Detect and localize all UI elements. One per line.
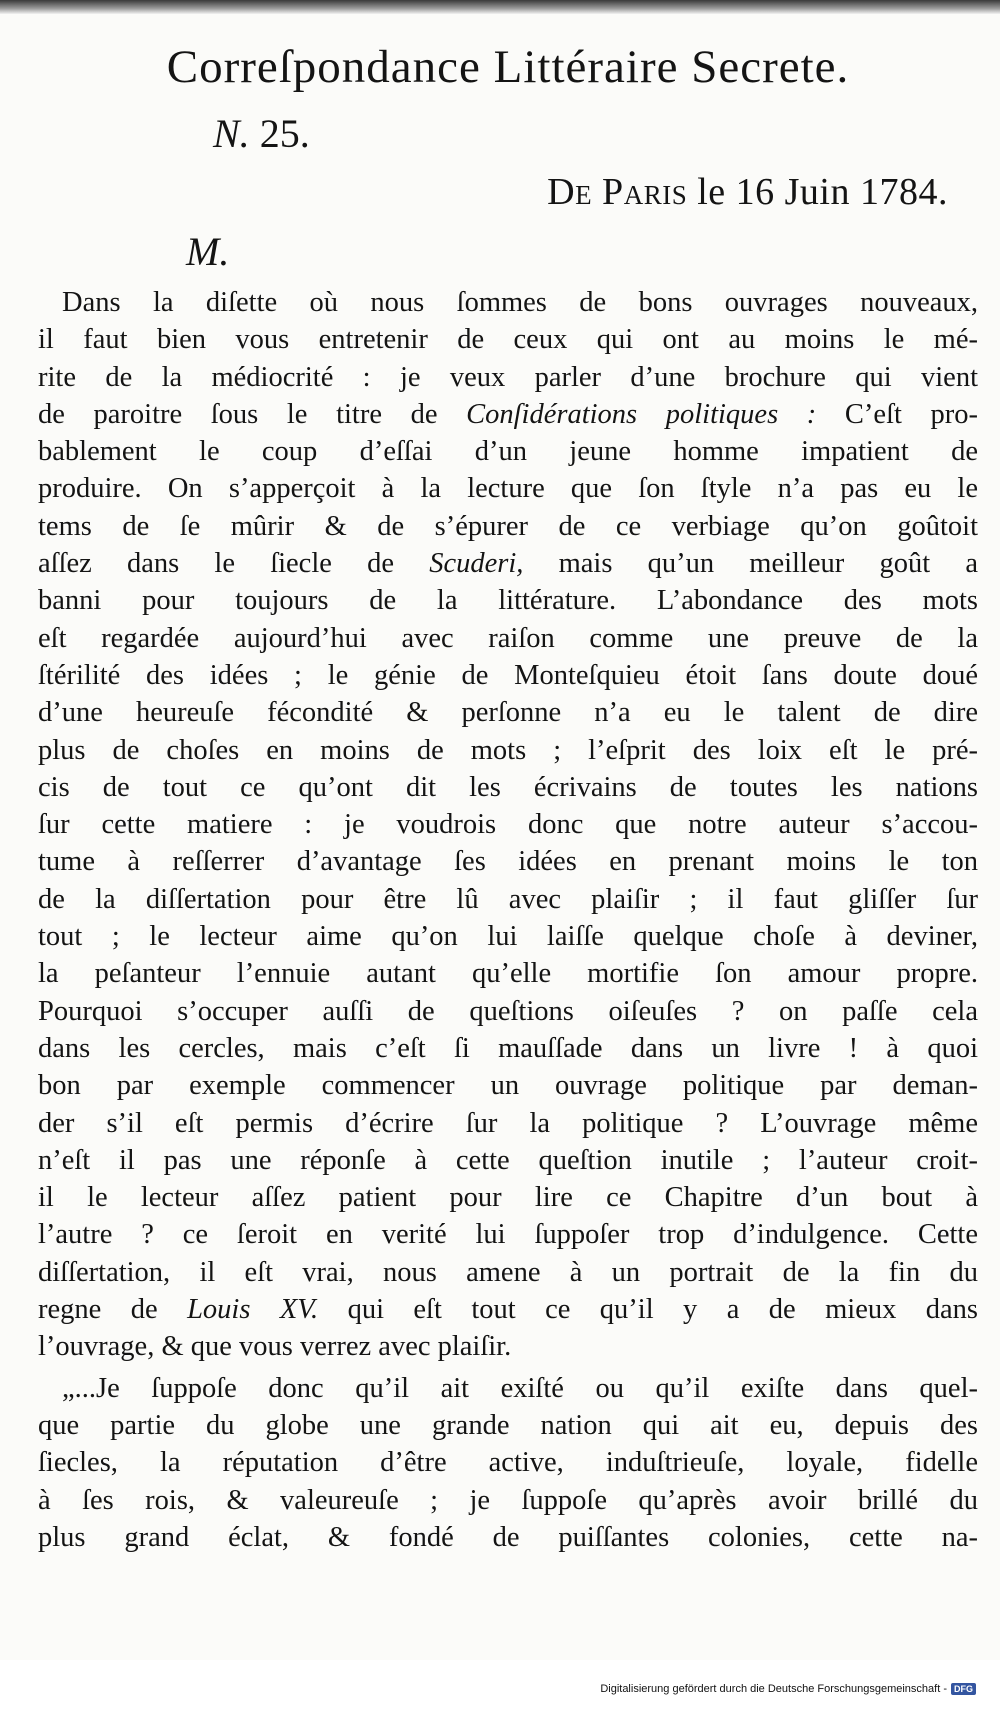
text-line — [38, 396, 978, 433]
credit-text: Digitalisierung gefördert durch die Deutsche Forschungsgemeinschaft - — [600, 1683, 947, 1695]
text-line: de la diſſertation pour être lû avec plaiſir ; il faut gliſſer ſur — [38, 883, 978, 915]
text-line: Pourquoi s’occuper auſſi de queſtions oiſeuſes ? on paſſe cela — [38, 995, 978, 1027]
text-line: tems de ſe mûrir & de s’épurer de ce verbiage qu’on goûtoit — [38, 510, 978, 542]
text-line: plus grand éclat, & fondé de puiſſantes colonies, cette na- — [38, 1521, 978, 1553]
text-line: d’une heureuſe fécondité & perſonne n’a eu le talent de dire — [38, 697, 978, 729]
text-line: tout ; le lecteur aime qu’on lui laiſſe quelque choſe à deviner, — [38, 921, 978, 953]
text-line: Dans la diſette où nous ſommes de bons ouvrages nouveaux, — [62, 287, 978, 318]
dateline — [38, 164, 978, 220]
text-line: à ſes rois, & valeureuſe ; je ſuppoſe qu’après avoir brillé du — [38, 1484, 978, 1516]
paragraph-2 — [38, 1370, 978, 1556]
page-title: Correſpondance Littéraire Secrete. — [166, 41, 850, 93]
text-line: eſt regardée aujourd’hui avec raiſon comme une preuve de la — [38, 622, 978, 654]
issue-number-value: 25. — [259, 111, 310, 156]
text-line: il faut bien vous entretenir de ceux qui ont au moins le mé- — [38, 324, 978, 356]
text-line: il le lecteur aſſez patient pour lire ce Chapitre d’un bout à — [38, 1182, 978, 1214]
text-segment: regne de — [38, 1294, 158, 1326]
text-line: l’ouvrage, & que vous verrez avec plaiſir. — [38, 1331, 512, 1363]
text-line: bon par exemple commencer un ouvrage politique par deman- — [38, 1070, 978, 1102]
text-line: plus de choſes en moins de mots ; l’eſprit des loix eſt le pré- — [38, 734, 978, 766]
text-line: banni pour toujours de la littérature. L’abondance des mots — [38, 585, 978, 617]
text-line: diſſertation, il eſt vrai, nous amene à un portrait de la fin du — [38, 1256, 978, 1288]
dateline-date: le 16 Juin 1784. — [697, 171, 948, 213]
text-line: der s’il eſt permis d’écrire ſur la politique ? L’ouvrage même — [38, 1107, 978, 1139]
text-line: la peſanteur l’ennuie autant qu’elle mortifie ſon amour propre. — [38, 958, 978, 990]
text-segment: C’eſt pro- — [844, 398, 979, 430]
text-line — [38, 545, 978, 582]
king-name: Louis XV. — [187, 1294, 319, 1326]
paragraph-1 — [38, 284, 978, 321]
text-line: ſiecles, la réputation d’être active, induſtrieuſe, loyale, fidelle — [38, 1447, 978, 1479]
text-segment: mais qu’un meilleur goût a — [558, 548, 978, 580]
text-segment: aſſez dans le ſiecle de — [38, 548, 394, 580]
salutation: M. — [186, 229, 230, 274]
text-line: l’autre ? ce ſeroit en verité lui ſuppoſer trop d’indulgence. Cette — [38, 1219, 978, 1251]
text-line — [38, 1291, 978, 1328]
text-line: n’eſt il pas une réponſe à cette queſtion inutile ; l’auteur croit- — [38, 1144, 978, 1176]
text-line: cis de tout ce qu’ont dit les écrivains de toutes les nations — [38, 771, 978, 803]
dfg-logo: DFG — [951, 1683, 976, 1695]
author-name: Scuderi, — [429, 548, 524, 580]
text-line: „...Je ſuppoſe donc qu’il ait exiſté ou qu’il exiſte dans quel- — [62, 1372, 978, 1404]
text-line: produire. On s’apperçoit à la lecture que ſon ſtyle n’a pas eu le — [38, 473, 978, 505]
paragraph-1-continued — [38, 321, 978, 1365]
scan-top-edge — [0, 0, 1000, 14]
text-line: que partie du globe une grande nation qui ait eu, depuis des — [38, 1409, 978, 1441]
text-line: bablement le coup d’eſſai d’un jeune homme impatient de — [38, 436, 978, 468]
book-title: Conſidérations politiques : — [466, 398, 817, 430]
dateline-place: De Paris — [547, 171, 688, 213]
text-segment: qui eſt tout ce qu’il y a de mieux dans — [347, 1294, 979, 1326]
text-line: ſur cette matiere : je voudrois donc que notre auteur s’accou- — [38, 809, 978, 841]
digitization-credit — [600, 1683, 976, 1695]
text-line: dans les cercles, mais c’eſt ſi mauſſade dans un livre ! à quoi — [38, 1032, 978, 1064]
document-page — [38, 30, 978, 1556]
text-line: tume à reſſerrer d’avantage ſes idées en prenant moins le ton — [38, 846, 978, 878]
text-segment: de paroitre ſous le titre de — [38, 398, 438, 430]
text-line: ſtérilité des idées ; le génie de Monteſquieu étoit ſans doute doué — [38, 659, 978, 691]
issue-number — [213, 104, 978, 164]
issue-number-prefix: N. — [213, 111, 250, 156]
text-line: rite de la médiocrité : je veux parler d’une brochure qui vient — [38, 361, 978, 393]
